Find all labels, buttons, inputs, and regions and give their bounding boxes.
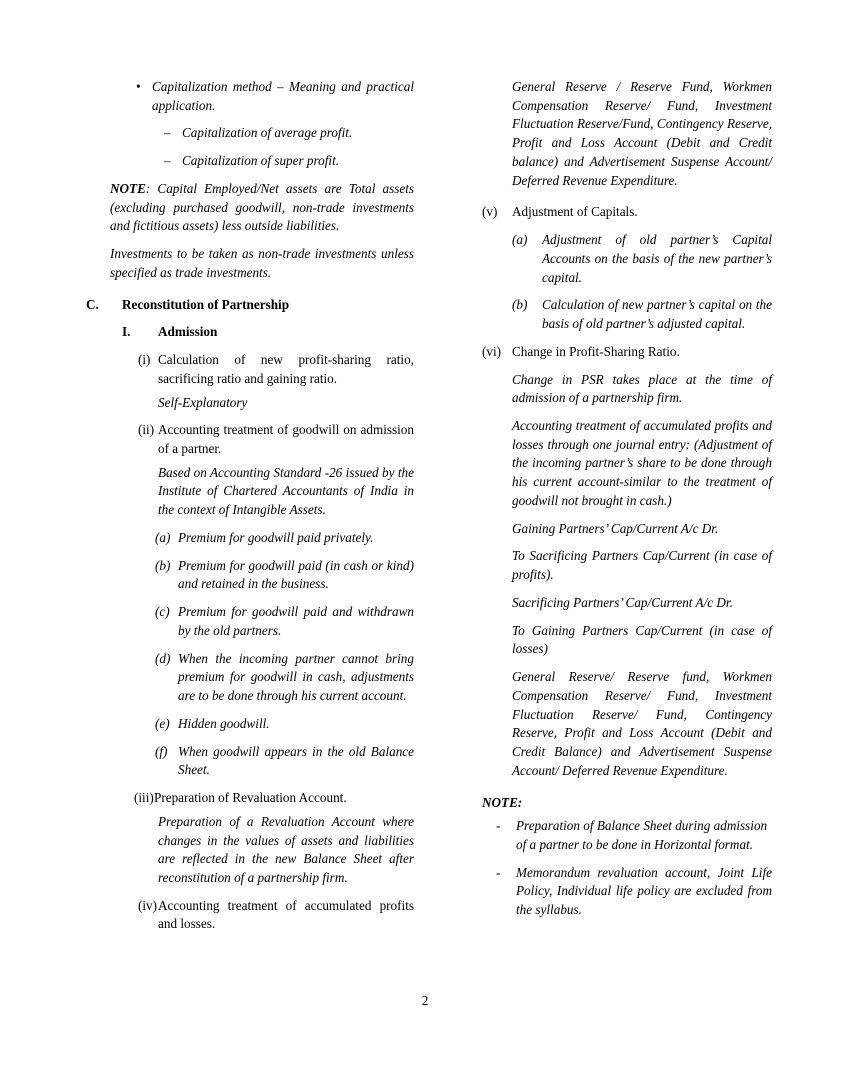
capital-sub-item-a — [482, 231, 772, 287]
sub-item-marker: (c) — [155, 604, 170, 620]
dash-marker-icon: – — [164, 125, 171, 141]
subsection-i-admission — [86, 323, 414, 342]
item-marker: (i) — [138, 352, 151, 368]
goodwill-sub-item-f — [86, 743, 414, 780]
sub-item-text: When goodwill appears in the old Balance Sheet. — [178, 743, 414, 778]
section-c-reconstitution — [86, 296, 414, 315]
right-column — [482, 78, 772, 929]
item-iv-accumulated-profits — [86, 897, 414, 934]
note-colon: : — [145, 180, 158, 196]
goodwill-sub-item-c — [86, 603, 414, 640]
sub-item-marker: (b) — [155, 557, 171, 573]
journal-line-to-sacrificing: To Sacrificing Partners Cap/Current (in case of profits). — [512, 548, 772, 583]
note-label: NOTE: — [482, 794, 523, 810]
journal-line-gaining-dr: Gaining Partners’ Cap/Current A/c Dr. — [512, 520, 719, 536]
dash-item-average-profit — [86, 124, 414, 143]
goodwill-sub-item-d — [86, 650, 414, 706]
continued-reserves-text: General Reserve / Reserve Fund, Workmen Compensation Reserve/ Fund, Investment Fluctuation Reserve/Fund, Contingency Reserve, Profit and Loss Account (Debit and Credit balance) and Advertisement Suspense Account/ Deferred Revenue Expenditure. — [512, 79, 772, 188]
sub-item-marker: (a) — [512, 232, 528, 248]
left-column — [86, 78, 414, 943]
dash-item-super-profit — [86, 152, 414, 171]
item-text: Accounting treatment of accumulated profits and losses. — [158, 897, 414, 932]
section-marker: C. — [86, 296, 99, 312]
note-item-text: Memorandum revaluation account, Joint Life Policy, Individual life policy are excluded from the syllabus. — [516, 864, 772, 918]
section-title: Reconstitution of Partnership — [122, 296, 290, 312]
item-text: Calculation of new profit-sharing ratio, sacrificing ratio and gaining ratio. — [158, 352, 414, 386]
note-item-exclusions — [482, 864, 772, 920]
note-item-text: Preparation of Balance Sheet during admission of a partner to be done in Horizontal format. — [516, 818, 768, 852]
goodwill-sub-item-b — [86, 557, 414, 594]
dash-marker-icon: – — [164, 153, 171, 169]
item-marker: (iii) — [134, 790, 154, 806]
sub-item-marker: (a) — [155, 529, 171, 545]
subsection-marker: I. — [122, 324, 131, 340]
note-investments: Investments to be taken as non-trade investments unless specified as trade investments. — [110, 246, 414, 280]
item-marker: (iv) — [138, 897, 158, 913]
item-iii-note: Preparation of a Revaluation Account where changes in the values of assets and liabilities are reflected in the new Balance Sheet after reconstitution of a partnership firm. — [158, 813, 414, 885]
note-label: NOTE — [110, 180, 146, 196]
note-item-balance-sheet-format — [482, 817, 772, 854]
item-i-new-ratio — [86, 351, 414, 388]
dash-marker-icon: - — [496, 864, 501, 880]
sub-item-text: Adjustment of old partner’s Capital Accounts on the basis of the new partner’s capital. — [542, 232, 772, 285]
item-marker: (v) — [482, 204, 498, 220]
sub-item-marker: (e) — [155, 715, 170, 731]
item-iii-revaluation-account — [86, 789, 414, 808]
sub-item-marker: (d) — [155, 650, 171, 666]
sub-item-text: Premium for goodwill paid privately. — [178, 529, 374, 545]
bullet-item-text: Capitalization method – Meaning and practical application. — [152, 79, 414, 113]
dash-marker-icon: - — [496, 818, 501, 834]
item-ii-note: Based on Accounting Standard -26 issued by the Institute of Chartered Accountants of India in the context of Intangible Assets. — [158, 464, 414, 518]
sub-item-text: Hidden goodwill. — [178, 715, 270, 731]
sub-item-text: Calculation of new partner’s capital on the basis of old partner’s adjusted capital. — [542, 297, 772, 332]
item-text: Preparation of Revaluation Account. — [154, 790, 347, 806]
item-text: Change in Profit-Sharing Ratio. — [512, 343, 680, 359]
dash-item-text: Capitalization of average profit. — [182, 125, 353, 141]
subsection-title: Admission — [158, 324, 218, 340]
journal-line-to-gaining: To Gaining Partners Cap/Current (in case of losses) — [512, 622, 772, 657]
item-marker: (vi) — [482, 343, 502, 359]
bullet-marker-icon: • — [136, 79, 141, 94]
goodwill-sub-item-e — [86, 715, 414, 734]
goodwill-sub-item-a — [86, 529, 414, 548]
bullet-item-capitalization-method — [86, 78, 414, 115]
journal-line-sacrificing-dr: Sacrificing Partners’ Cap/Current A/c Dr. — [512, 594, 733, 610]
item-vi-change-in-psr — [482, 343, 772, 362]
sub-item-text: Premium for goodwill paid (in cash or kind) and retained in the business. — [178, 557, 414, 592]
item-marker: (ii) — [138, 422, 155, 438]
sub-item-marker: (b) — [512, 297, 528, 313]
item-ii-goodwill-treatment — [86, 421, 414, 458]
sub-item-marker: (f) — [155, 743, 168, 759]
item-i-note: Self-Explanatory — [158, 394, 248, 410]
page-number: 2 — [421, 993, 429, 1008]
sub-item-text: When the incoming partner cannot bring premium for goodwill in cash, adjustments are to be done through his current account. — [178, 650, 414, 704]
item-text: Adjustment of Capitals. — [512, 204, 638, 220]
capital-sub-item-b — [482, 296, 772, 333]
item-text: Accounting treatment of goodwill on admission of a partner. — [158, 422, 414, 457]
note-body: Capital Employed/Net assets are Total assets (excluding purchased goodwill, non-trade investments and fictitious assets) less outside liabilities. — [110, 180, 414, 234]
psr-note-reserves-list: General Reserve/ Reserve fund, Workmen Compensation Reserve/ Fund, Investment Fluctuation Reserve/ Fund, Contingency Reserve, Profit and Loss Account (Debit and Credit Balance) and Advertisement Suspense Account/ Deferred Revenue Expenditure. — [512, 669, 772, 778]
item-v-adjustment-of-capitals — [482, 203, 772, 222]
note-capital-employed — [86, 180, 414, 236]
dash-item-text: Capitalization of super profit. — [182, 153, 340, 169]
psr-note-journal-entry: Accounting treatment of accumulated profits and losses through one journal entry: (Adjustment of the incoming partner’s share to be done through his current account-similar to the treatment of goodwill not brought in cash.) — [512, 418, 772, 508]
sub-item-text: Premium for goodwill paid and withdrawn by the old partners. — [178, 604, 414, 638]
psr-note-timing: Change in PSR takes place at the time of admission of a partnership firm. — [512, 371, 772, 406]
